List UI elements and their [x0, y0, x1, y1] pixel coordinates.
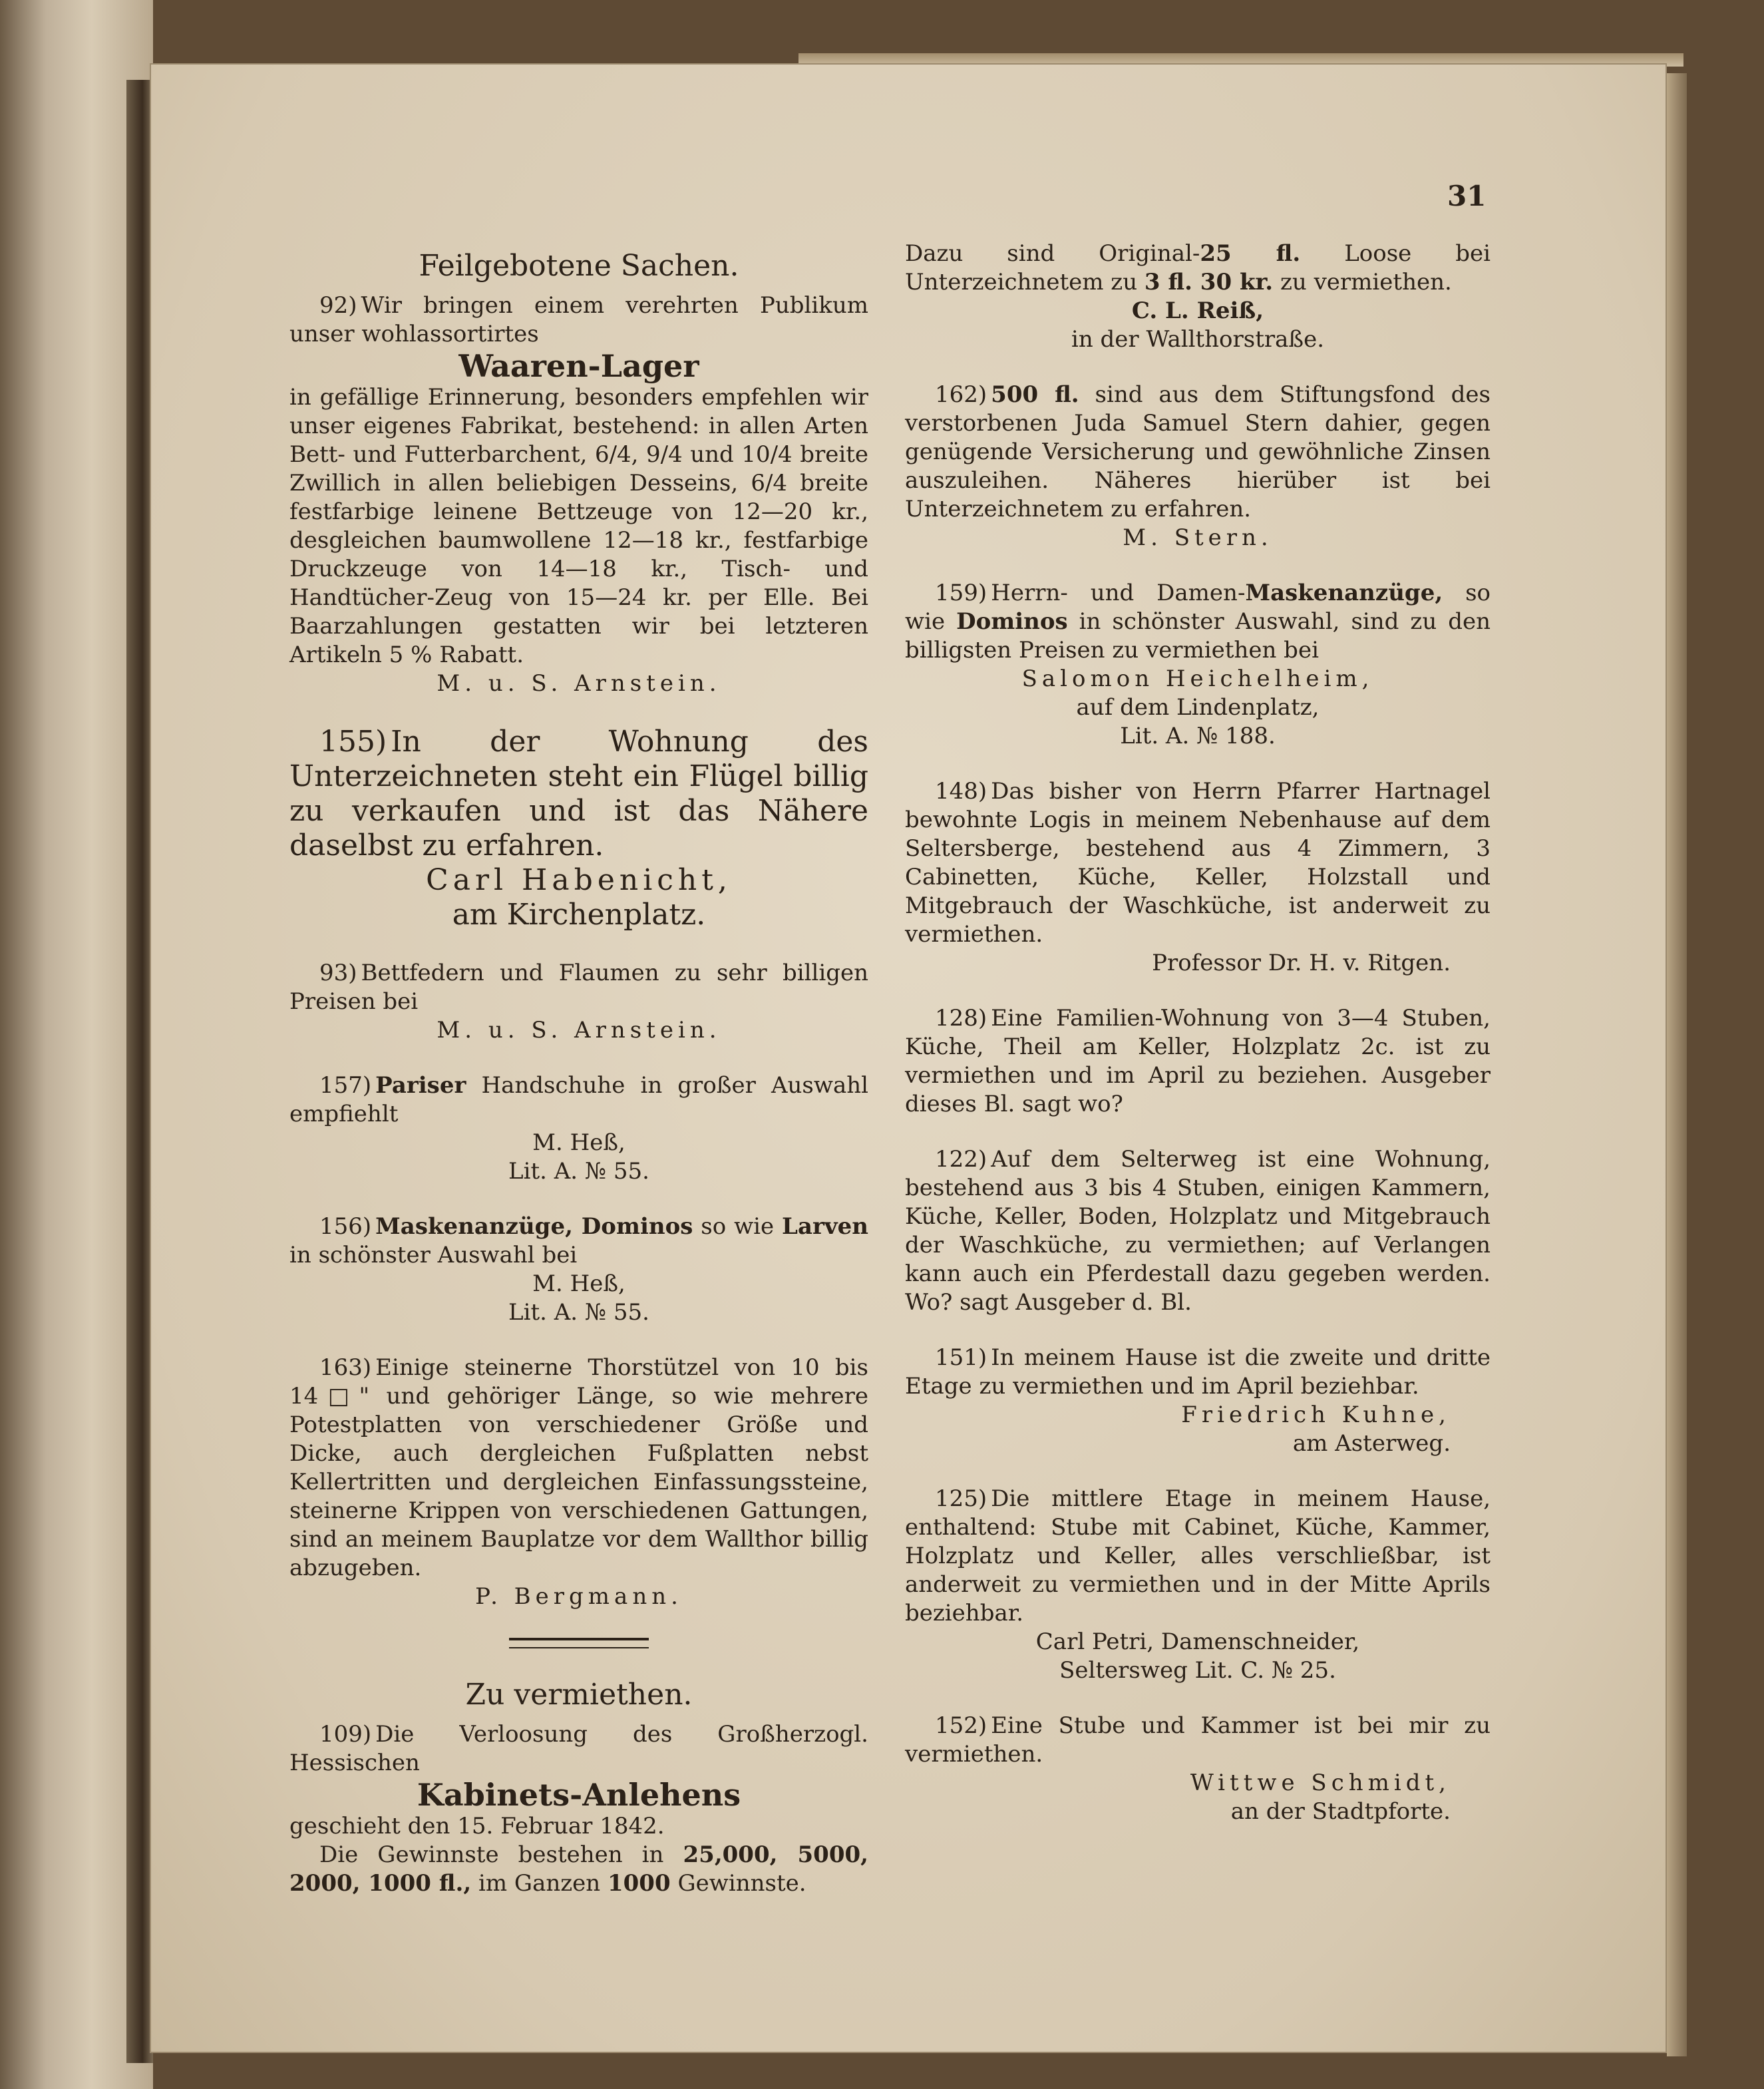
- ad-body: Handschuhe in großer Auswahl empfiehlt: [289, 1072, 868, 1127]
- section-divider: [509, 1638, 649, 1648]
- ad-body: Bettfedern und Flaumen zu sehr billigen Preisen bei: [289, 960, 868, 1015]
- ad-92: [289, 291, 868, 698]
- ad-signature-place: auf dem Lindenplatz,: [1076, 694, 1320, 721]
- ad-125: [905, 1485, 1491, 1685]
- ad-body: Einige steinerne Thorstützel von 10 bis 14□" und gehöriger Länge, so wie mehrere Potestplatten von verschiedener Größe und Dicke, auch dergleichen Fußplatten nebst Kellertritten und dergleichen Einfassungssteine, steinerne Krippen von verschiedenen Gattungen, sind an meinem Bauplatze vor dem Wallthor billig abzugeben.: [289, 1354, 868, 1581]
- ad-body: sind aus dem Stiftungsfond des verstorbenen Juda Samuel Stern dahier, gegen genügende Versicherung und gewöhnliche Zinsen auszuleihen. Näheres hierüber ist bei Unterzeichnetem zu erfahren.: [905, 381, 1491, 522]
- ad-162: [905, 381, 1491, 552]
- ad-signature-place: in der Wallthorstraße.: [1071, 326, 1325, 353]
- ad-signature-name: Carl Petri, Damenschneider,: [1035, 1628, 1360, 1655]
- ad-signature: M. u. S. Arnstein.: [437, 1017, 721, 1044]
- ad-109: [289, 1720, 868, 1898]
- ad-highlight: 500 fl.: [991, 381, 1079, 408]
- ad-signature-name: Wittwe Schmidt,: [1190, 1770, 1451, 1796]
- ad-148: [905, 777, 1491, 978]
- ad-highlight-2: Dominos: [956, 608, 1068, 635]
- ad-middle: so wie: [905, 580, 1491, 635]
- page-right-edge: [1667, 73, 1687, 2056]
- section-heading-feilgebotene: Feilgebotene Sachen.: [419, 249, 739, 283]
- ad-signature-address: Lit. A. № 55.: [508, 1158, 649, 1185]
- section-heading-zu-vermiethen: Zu vermiethen.: [465, 1678, 693, 1712]
- ad-total: 1000: [607, 1870, 671, 1897]
- ad-date: geschieht den 15. Februar 1842.: [289, 1813, 665, 1839]
- ad-body-start: Die Gewinnste bestehen in: [319, 1841, 664, 1868]
- ad-157: [289, 1071, 868, 1186]
- ad-151: [905, 1344, 1491, 1458]
- ad-body: In meinem Hause ist die zweite und dritte Etage zu vermiethen und im April beziehbar.: [905, 1344, 1491, 1400]
- ad-body-end: zu vermiethen.: [1280, 269, 1452, 295]
- ad-number: 93): [319, 960, 357, 986]
- ad-number: 151): [935, 1344, 987, 1371]
- ad-number: 109): [319, 1721, 372, 1748]
- ad-number: 125): [935, 1485, 987, 1512]
- ad-highlight: Maskenanzüge,: [1245, 580, 1443, 606]
- ad-body: in gefällige Erinnerung, besonders empfehlen wir unser eigenes Fabrikat, bestehend: in allen Arten Bett- und Futterbarchent, 6/4, 9/4 und 10/4 breite Zwillich in allen beliebigen Desseins, 6/4 breite festfarbige leinene Bettzeuge von 12—20 kr., desgleichen baumwollene 12—18 kr., festfarbige Druckzeuge von 14—18 kr., Tisch- und Handtücher-Zeug von 15—24 kr. per Elle. Bei Baarzahlungen gestatten wir bei letzteren Artikeln 5 % Rabatt.: [289, 384, 868, 668]
- ad-signature: M. Stern.: [1123, 524, 1273, 551]
- ad-number: 152): [935, 1712, 987, 1739]
- ad-number: 162): [935, 381, 987, 408]
- ad-body-mid: im Ganzen: [478, 1870, 601, 1897]
- ad-body: in schönster Auswahl bei: [289, 1242, 578, 1268]
- ad-signature: M. u. S. Arnstein.: [437, 670, 721, 697]
- ad-signature-name: Carl Habenicht,: [426, 863, 732, 897]
- ad-body-start: Dazu sind Original-: [905, 240, 1200, 267]
- left-column: [289, 240, 868, 1925]
- ad-number: 156): [319, 1213, 372, 1240]
- ad-signature-place: an der Stadtpforte.: [1230, 1798, 1451, 1825]
- ad-number: 159): [935, 580, 987, 606]
- ad-middle: so wie: [701, 1213, 775, 1240]
- ad-body-end: Gewinnste.: [677, 1870, 806, 1897]
- ad-highlight: Kabinets-Anlehens: [417, 1777, 741, 1813]
- ad-body: Eine Familien-Wohnung von 3—4 Stuben, Küche, Theil am Keller, Holzplatz 2c. ist zu vermiethen und im April zu beziehen. Ausgeber dieses Bl. sagt wo?: [905, 1005, 1491, 1117]
- ad-signature-name: C. L. Reiß,: [1131, 297, 1264, 324]
- ad-signature-name: Salomon Heichelheim,: [1021, 665, 1374, 692]
- ad-163: [289, 1354, 868, 1611]
- book-gutter: [126, 80, 153, 2063]
- ad-body: In der Wohnung des Unterzeichneten steht ein Flügel billig zu verkaufen und ist das Nähere daselbst zu erfahren.: [289, 725, 868, 862]
- ad-signature-address: Lit. A. № 188.: [1120, 723, 1276, 749]
- ad-signature: P. Bergmann.: [475, 1583, 683, 1610]
- page-number: 31: [1447, 180, 1487, 212]
- ad-155: [289, 725, 868, 932]
- ad-156: [289, 1213, 868, 1327]
- ad-128: [905, 1004, 1491, 1119]
- ad-signature-address: Seltersweg Lit. C. № 25.: [1059, 1657, 1336, 1684]
- ad-highlight: Maskenanzüge, Dominos: [375, 1213, 693, 1240]
- ad-highlight: Pariser: [375, 1072, 466, 1099]
- ad-signature: Professor Dr. H. v. Ritgen.: [1152, 950, 1451, 976]
- right-column: [905, 240, 1491, 1853]
- ad-body: Die mittlere Etage in meinem Hause, enthaltend: Stube mit Cabinet, Küche, Kammer, Holzplatz und Keller, alles verschließbar, ist anderweit zu vermiethen und in der Mitte Aprils beziehbar.: [905, 1485, 1491, 1626]
- ad-body-mid: Loose bei Unterzeichnetem zu: [905, 240, 1491, 295]
- ad-number: 163): [319, 1354, 372, 1381]
- ad-152: [905, 1712, 1491, 1826]
- ad-number: 122): [935, 1146, 987, 1173]
- ad-intro: Wir bringen einem verehrten Publikum unser wohlassortirtes: [289, 292, 868, 347]
- ad-93: [289, 959, 868, 1045]
- ad-body: in schönster Auswahl, sind zu den billigsten Preisen zu vermiethen bei: [905, 608, 1491, 664]
- ad-number: 128): [935, 1005, 987, 1032]
- ad-intro: Herrn- und Damen-: [991, 580, 1246, 606]
- ad-intro: Die Verloosung des Großherzogl. Hessischen: [289, 1721, 868, 1776]
- ad-number: 92): [319, 292, 357, 319]
- ad-signature-name: M. Heß,: [532, 1129, 625, 1156]
- ad-signature-name: Friedrich Kuhne,: [1181, 1402, 1451, 1428]
- ad-signature-address: Lit. A. № 55.: [508, 1299, 649, 1326]
- ad-signature-name: M. Heß,: [532, 1270, 625, 1297]
- ad-highlight-2: Larven: [782, 1213, 869, 1240]
- ad-122: [905, 1145, 1491, 1317]
- ad-signature-place: am Kirchenplatz.: [452, 898, 706, 932]
- ad-number: 148): [935, 778, 987, 805]
- ad-body: Das bisher von Herrn Pfarrer Hartnagel bewohnte Logis in meinem Nebenhause auf dem Seltersberge, bestehend aus 4 Zimmern, 3 Cabinetten, Küche, Keller, Holzstall und Mitgebrauch der Waschküche, ist anderweit zu vermiethen.: [905, 778, 1491, 948]
- ad-price-1: 25 fl.: [1200, 240, 1301, 267]
- ad-signature-place: am Asterweg.: [1292, 1430, 1451, 1457]
- ad-number: 157): [319, 1072, 372, 1099]
- ad-159: [905, 579, 1491, 751]
- ad-amounts: 25,000, 5000, 2000, 1000 fl.,: [289, 1841, 868, 1897]
- ad-109-continued: [905, 240, 1491, 354]
- ad-body: Auf dem Selterweg ist eine Wohnung, bestehend aus 3 bis 4 Stuben, einigen Kammern, Küche, Keller, Boden, Holzplatz und Mitgebrauch der Waschküche, zu vermiethen; auf Verlangen kann auch ein Pferdestall dazu gegeben werden. Wo? sagt Ausgeber d. Bl.: [905, 1146, 1491, 1316]
- ad-number: 155): [319, 725, 387, 759]
- ad-highlight: Waaren-Lager: [458, 348, 699, 384]
- ad-body: Eine Stube und Kammer ist bei mir zu vermiethen.: [905, 1712, 1491, 1768]
- ad-price-2: 3 fl. 30 kr.: [1144, 269, 1274, 295]
